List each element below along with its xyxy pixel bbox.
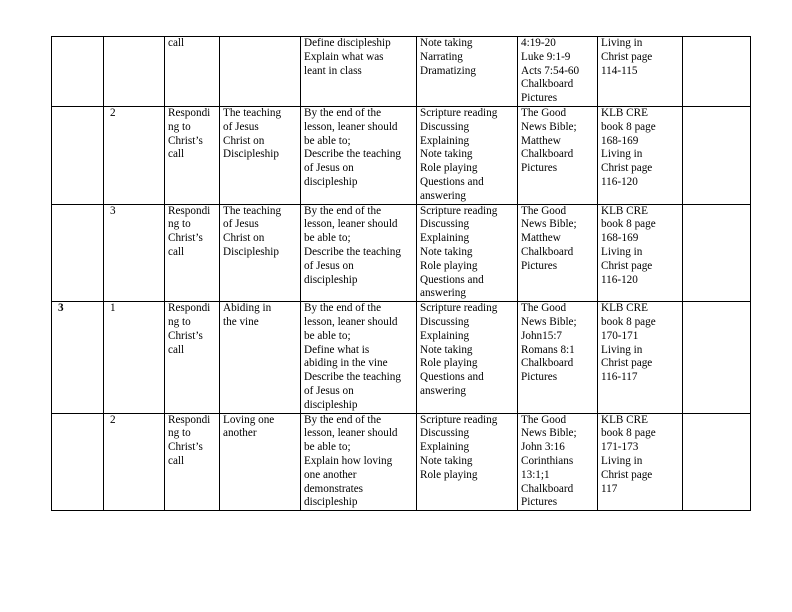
cell-line: Living in — [601, 343, 643, 356]
subtopic-cell — [220, 413, 301, 511]
cell-line: Discipleship — [223, 245, 279, 258]
week-cell — [52, 37, 104, 107]
cell-line: Matthew — [521, 232, 561, 245]
cell-line: 168-169 — [601, 134, 639, 147]
cell-line: Dramatizing — [420, 64, 476, 77]
resources-cell — [518, 37, 598, 107]
references-cell — [598, 107, 683, 205]
activities-cell — [417, 37, 518, 107]
cell-line: Acts 7:54-60 — [521, 64, 580, 77]
cell-line: 117 — [601, 482, 618, 495]
cell-line: Christ page — [601, 468, 653, 481]
cell-line: By the end of the — [304, 107, 382, 119]
cell-line: demonstrates — [304, 482, 364, 495]
cell-line: Christ’s — [168, 232, 203, 245]
cell-line: of Jesus on — [304, 384, 354, 397]
cell-line: Christ’s — [168, 441, 203, 454]
remarks-cell — [683, 204, 751, 302]
cell-line: call — [168, 37, 185, 49]
table-row — [52, 37, 751, 107]
cell-line: Loving one — [223, 413, 275, 426]
remarks-cell — [683, 37, 751, 107]
cell-line: Scripture reading — [420, 204, 498, 217]
cell-line: answering — [420, 189, 466, 202]
cell-line: another — [223, 427, 257, 440]
cell-line: Discipleship — [223, 148, 279, 161]
cell-line: ng to — [168, 315, 191, 328]
cell-line: Christ page — [601, 259, 653, 272]
cell-line: ng to — [168, 427, 191, 440]
cell-line: ng to — [168, 218, 191, 231]
objectives-cell — [301, 204, 417, 302]
cell-line: Respondi — [168, 302, 211, 315]
remarks-cell — [683, 302, 751, 413]
topic-cell — [165, 107, 220, 205]
remarks-cell — [683, 413, 751, 511]
cell-line: Explaining — [420, 134, 470, 147]
cell-line: Explaining — [420, 441, 470, 454]
cell-line: Questions and — [420, 273, 484, 286]
cell-line: Pictures — [521, 162, 558, 175]
cell-line: Describe the teaching — [304, 371, 401, 384]
cell-line: one another — [304, 468, 357, 481]
cell-line: of Jesus — [223, 120, 259, 133]
lesson-cell: 2 — [104, 107, 165, 205]
cell-line: KLB CRE — [601, 107, 648, 119]
cell-line: The Good — [521, 302, 567, 315]
resources-cell — [518, 204, 598, 302]
cell-line: Luke 9:1-9 — [521, 50, 571, 63]
cell-line: Pictures — [521, 259, 558, 272]
cell-line: discipleship — [304, 175, 358, 188]
cell-line: Questions and — [420, 371, 484, 384]
cell-line: Role playing — [420, 468, 478, 481]
cell-line: The Good — [521, 107, 567, 119]
cell-line: Living in — [601, 245, 643, 258]
cell-line: call — [168, 343, 185, 356]
cell-line: 168-169 — [601, 232, 639, 245]
cell-line: Describe the teaching — [304, 148, 401, 161]
cell-line: lesson, leaner should — [304, 120, 398, 133]
subtopic-cell — [220, 302, 301, 413]
cell-line: John 3:16 — [521, 441, 565, 454]
references-cell — [598, 302, 683, 413]
cell-line: of Jesus on — [304, 259, 354, 272]
week-cell — [52, 107, 104, 205]
cell-line: of Jesus on — [304, 162, 354, 175]
cell-line: discipleship — [304, 398, 358, 411]
cell-line: KLB CRE — [601, 413, 648, 426]
cell-line: By the end of the — [304, 204, 382, 217]
cell-line: Discussing — [420, 427, 470, 440]
cell-line: Abiding in — [223, 302, 272, 315]
lesson-cell: 2 — [104, 413, 165, 511]
cell-line: 116-120 — [601, 273, 638, 286]
cell-line: call — [168, 148, 185, 161]
cell-line: Chalkboard — [521, 357, 574, 370]
cell-line: The teaching — [223, 204, 282, 217]
cell-line: By the end of the — [304, 413, 382, 426]
cell-line: Note taking — [420, 148, 473, 161]
cell-line: be able to; — [304, 232, 351, 245]
cell-line: Romans 8:1 — [521, 343, 575, 356]
activities-cell — [417, 302, 518, 413]
cell-line: 116-120 — [601, 175, 638, 188]
cell-line: lesson, leaner should — [304, 218, 398, 231]
cell-line: Chalkboard — [521, 482, 574, 495]
cell-line: Christ’s — [168, 329, 203, 342]
cell-line: Living in — [601, 454, 643, 467]
cell-line: Scripture reading — [420, 302, 498, 315]
scheme-of-work-table — [51, 36, 751, 511]
cell-line: KLB CRE — [601, 204, 648, 217]
cell-line: book 8 page — [601, 218, 656, 231]
references-cell — [598, 37, 683, 107]
cell-line: Note taking — [420, 37, 473, 49]
cell-line: be able to; — [304, 134, 351, 147]
cell-line: answering — [420, 287, 466, 300]
cell-line: News Bible; — [521, 427, 577, 440]
table-row — [52, 413, 751, 511]
activities-cell — [417, 107, 518, 205]
cell-line: News Bible; — [521, 120, 577, 133]
cell-line: Scripture reading — [420, 413, 498, 426]
week-cell — [52, 204, 104, 302]
cell-line: KLB CRE — [601, 302, 648, 315]
lesson-cell — [104, 37, 165, 107]
activities-cell — [417, 204, 518, 302]
topic-cell — [165, 204, 220, 302]
cell-line: Living in — [601, 148, 643, 161]
cell-line: Chalkboard — [521, 148, 574, 161]
remarks-cell — [683, 107, 751, 205]
cell-line: Explaining — [420, 232, 470, 245]
cell-line: Respondi — [168, 204, 211, 217]
cell-line: 13:1;1 — [521, 468, 550, 481]
topic-cell — [165, 413, 220, 511]
cell-line: Matthew — [521, 134, 561, 147]
cell-line: Explain how loving — [304, 454, 393, 467]
cell-line: Role playing — [420, 357, 478, 370]
cell-line: Scripture reading — [420, 107, 498, 119]
cell-line: Corinthians — [521, 454, 574, 467]
cell-line: Note taking — [420, 245, 473, 258]
cell-line: book 8 page — [601, 120, 656, 133]
cell-line: Explaining — [420, 329, 470, 342]
table-body — [52, 37, 751, 511]
resources-cell — [518, 107, 598, 205]
cell-line: Note taking — [420, 343, 473, 356]
subtopic-cell — [220, 107, 301, 205]
cell-line: discipleship — [304, 496, 358, 509]
cell-line: 114-115 — [601, 64, 638, 77]
cell-line: Christ’s — [168, 134, 203, 147]
subtopic-cell — [220, 37, 301, 107]
cell-line: Chalkboard — [521, 78, 574, 91]
topic-cell — [165, 37, 220, 107]
objectives-cell — [301, 107, 417, 205]
cell-line: Christ on — [223, 134, 265, 147]
cell-line: call — [168, 245, 185, 258]
cell-line: Discussing — [420, 120, 470, 133]
table-row — [52, 107, 751, 205]
cell-line: John15:7 — [521, 329, 563, 342]
cell-line: Describe the teaching — [304, 245, 401, 258]
cell-line: By the end of the — [304, 302, 382, 315]
cell-line: Living in — [601, 37, 643, 49]
cell-line: Narrating — [420, 50, 463, 63]
cell-line: lesson, leaner should — [304, 427, 398, 440]
cell-line: Discussing — [420, 315, 470, 328]
resources-cell — [518, 302, 598, 413]
subtopic-cell — [220, 204, 301, 302]
objectives-cell — [301, 413, 417, 511]
table-row — [52, 302, 751, 413]
cell-line: Role playing — [420, 259, 478, 272]
cell-line: News Bible; — [521, 218, 577, 231]
cell-line: 171-173 — [601, 441, 639, 454]
cell-line: of Jesus — [223, 218, 259, 231]
cell-line: discipleship — [304, 273, 358, 286]
cell-line: call — [168, 454, 185, 467]
objectives-cell — [301, 37, 417, 107]
cell-line: book 8 page — [601, 315, 656, 328]
cell-line: Explain what was — [304, 50, 384, 63]
references-cell — [598, 413, 683, 511]
cell-line: abiding in the vine — [304, 357, 388, 370]
table-row — [52, 204, 751, 302]
cell-line: ng to — [168, 120, 191, 133]
cell-line: Note taking — [420, 454, 473, 467]
topic-cell — [165, 302, 220, 413]
cell-line: Christ page — [601, 50, 653, 63]
cell-line: Discussing — [420, 218, 470, 231]
week-cell — [52, 413, 104, 511]
cell-line: Respondi — [168, 413, 211, 426]
cell-line: Christ page — [601, 357, 653, 370]
cell-line: Pictures — [521, 371, 558, 384]
cell-line: be able to; — [304, 441, 351, 454]
cell-line: The teaching — [223, 107, 282, 119]
cell-line: News Bible; — [521, 315, 577, 328]
cell-line: be able to; — [304, 329, 351, 342]
cell-line: Define discipleship — [304, 37, 391, 49]
cell-line: leant in class — [304, 64, 362, 77]
cell-line: Questions and — [420, 175, 484, 188]
cell-line: 4:19-20 — [521, 37, 556, 49]
cell-line: book 8 page — [601, 427, 656, 440]
cell-line: The Good — [521, 204, 567, 217]
cell-line: Pictures — [521, 496, 558, 509]
cell-line: Role playing — [420, 162, 478, 175]
cell-line: answering — [420, 384, 466, 397]
activities-cell — [417, 413, 518, 511]
cell-line: The Good — [521, 413, 567, 426]
cell-line: the vine — [223, 315, 259, 328]
cell-line: 170-171 — [601, 329, 639, 342]
cell-line: Pictures — [521, 92, 558, 105]
cell-line: Christ on — [223, 232, 265, 245]
cell-line: Define what is — [304, 343, 370, 356]
resources-cell — [518, 413, 598, 511]
cell-line: Chalkboard — [521, 245, 574, 258]
cell-line: Respondi — [168, 107, 211, 119]
week-cell: 3 — [52, 302, 104, 413]
references-cell — [598, 204, 683, 302]
cell-line: Christ page — [601, 162, 653, 175]
cell-line: 116-117 — [601, 371, 638, 384]
objectives-cell — [301, 302, 417, 413]
lesson-cell: 3 — [104, 204, 165, 302]
lesson-cell: 1 — [104, 302, 165, 413]
cell-line: lesson, leaner should — [304, 315, 398, 328]
